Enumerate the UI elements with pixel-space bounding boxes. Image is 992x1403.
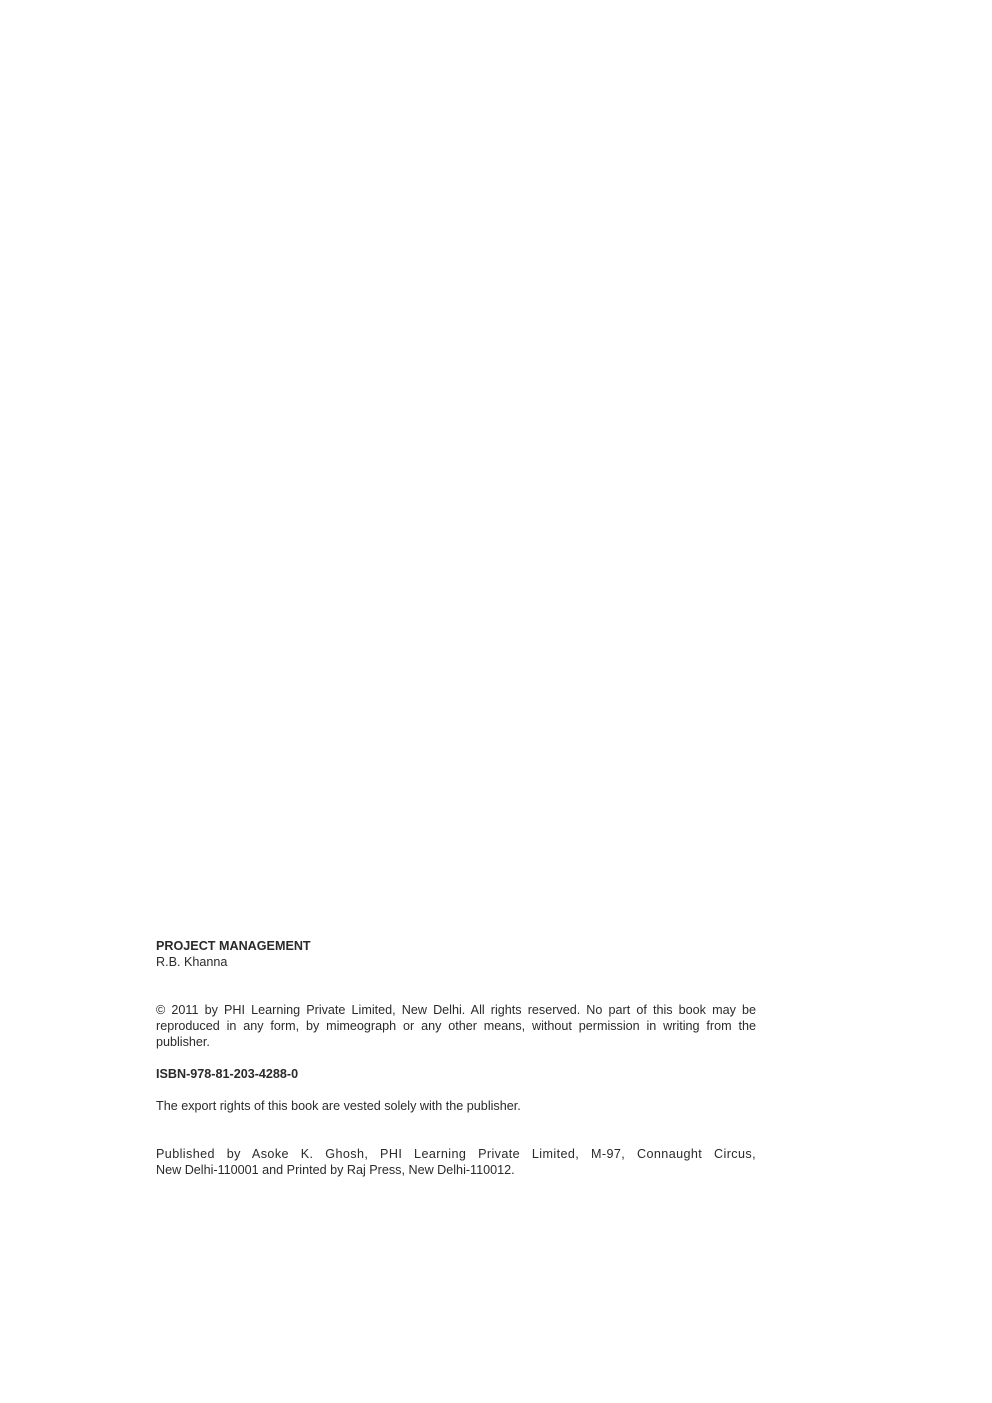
imprint-block — [156, 938, 756, 1178]
book-title: PROJECT MANAGEMENT — [156, 939, 311, 953]
publisher-line-2: New Delhi-110001 and Printed by Raj Press, New Delhi-110012. — [156, 1163, 515, 1177]
publisher-info — [156, 1146, 756, 1178]
isbn-number: ISBN-978-81-203-4288-0 — [156, 1067, 299, 1081]
book-author: R.B. Khanna — [156, 955, 228, 969]
copyright-notice: © 2011 by PHI Learning Private Limited, New Delhi. All rights reserved. No part of this book may be reproduced in any form, by mimeograph or any other means, without permission in writing from the publisher. — [156, 1003, 756, 1049]
export-rights-notice: The export rights of this book are vested solely with the publisher. — [156, 1099, 521, 1113]
publisher-line-1: Published by Asoke K. Ghosh, PHI Learning Private Limited, M-97, Connaught Circus, — [156, 1147, 756, 1161]
